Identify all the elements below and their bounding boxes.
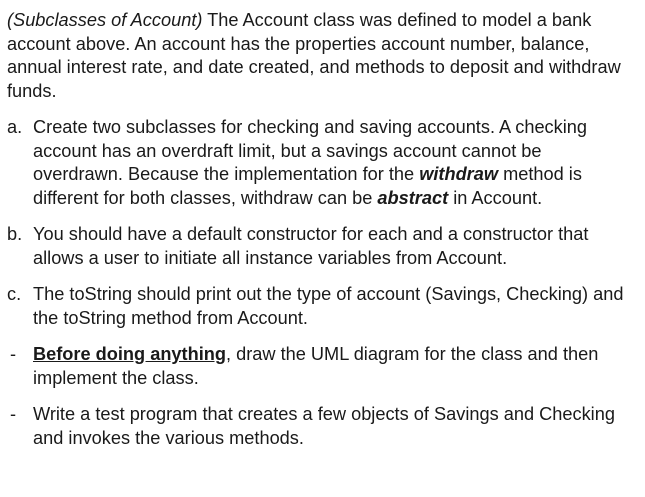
list-item-a: [7, 116, 635, 210]
bullet-item-test: [7, 403, 635, 450]
list-item-b: [7, 223, 635, 270]
text-segment: in Account.: [448, 187, 543, 208]
intro-paragraph: [7, 9, 635, 103]
text-segment: method is different for both classes, withdraw can be: [33, 164, 582, 208]
text-segment: Create two subclasses for checking and saving accounts. A checking account has an overdraft limit, but a savings account cannot be overdrawn. Because the implementation for the: [33, 117, 588, 184]
intro-text: The Account class was defined to model a bank account above. An account has the properties account number, balance, annual interest rate, and date created, and methods to deposit and withdraw funds.: [7, 10, 621, 101]
bullet-marker: -: [10, 344, 17, 364]
text-segment: , draw the UML diagram for the class and then implement the class.: [33, 344, 599, 388]
bullet-marker: -: [10, 404, 17, 424]
emphasis-before-doing-anything: Before doing anything: [33, 344, 226, 364]
bullet-item-text: [33, 343, 635, 390]
bullet-item-text: Write a test program that creates a few objects of Savings and Checking and invokes the various methods.: [33, 404, 615, 448]
list-marker: b.: [7, 224, 23, 244]
keyword-withdraw: withdraw: [419, 164, 499, 184]
list-item-text: The toString should print out the type of account (Savings, Checking) and the toString method from Account.: [33, 284, 624, 328]
list-marker: c.: [7, 284, 22, 304]
list-item-c: [7, 283, 635, 330]
keyword-abstract: abstract: [377, 187, 449, 208]
intro-title: (Subclasses of Account): [7, 10, 203, 30]
bullet-item-uml: [7, 343, 635, 390]
list-item-text: You should have a default constructor for each and a constructor that allows a user to initiate all instance variables from Account.: [33, 224, 589, 268]
list-marker: a.: [7, 117, 23, 137]
list-item-text: [33, 116, 635, 210]
